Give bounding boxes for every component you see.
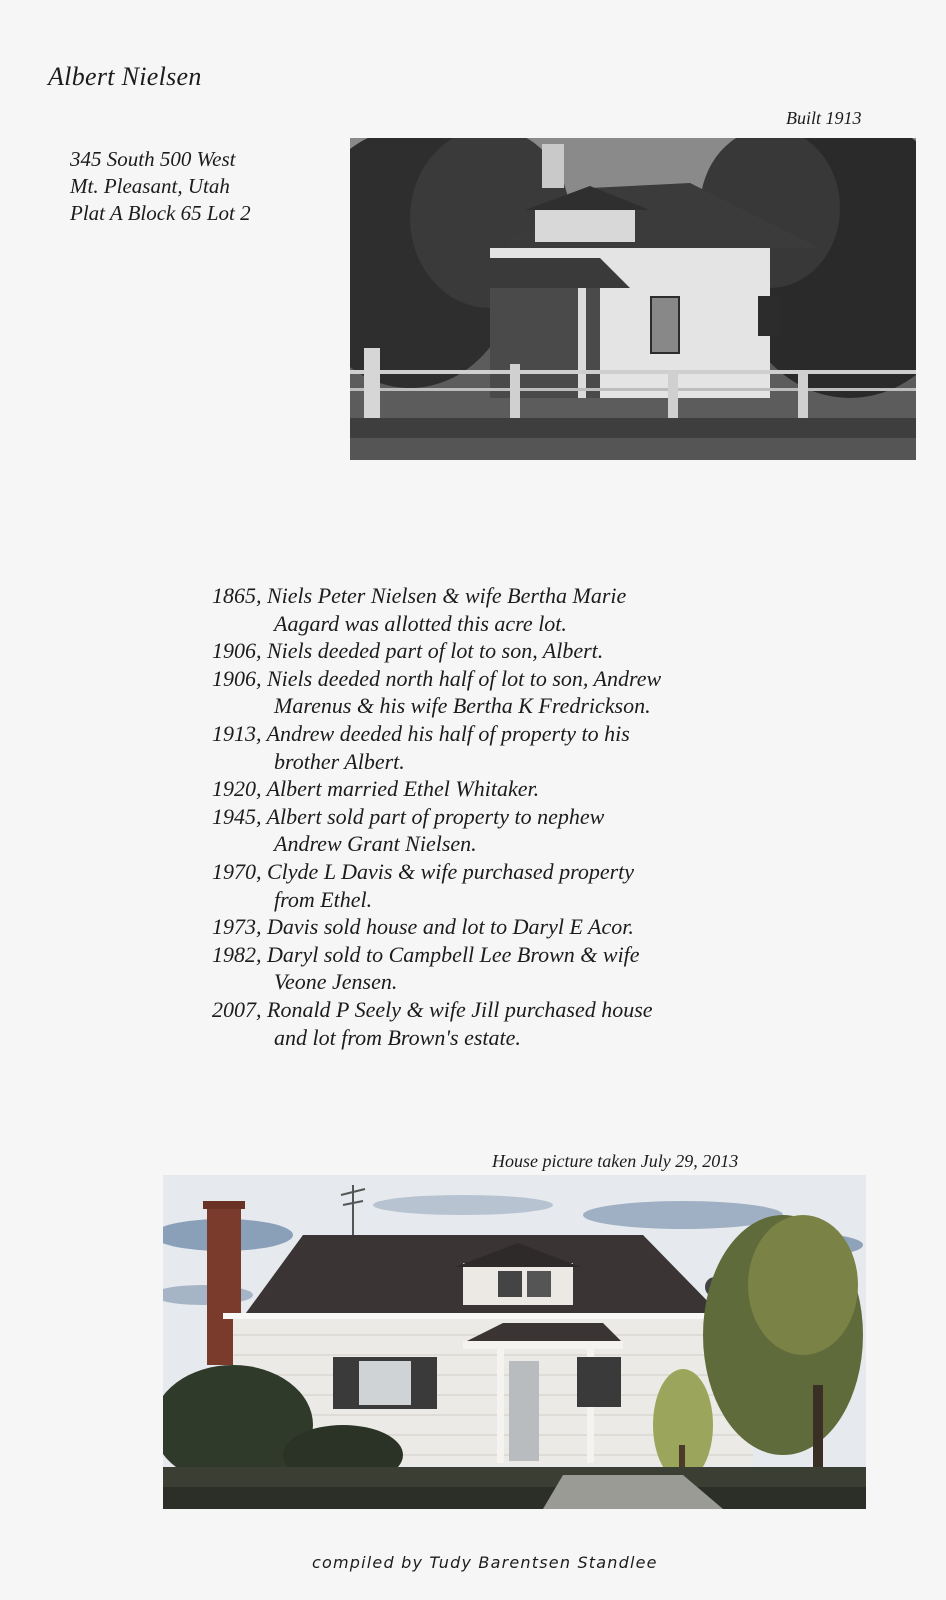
address-block — [70, 146, 251, 227]
historic-house-photo — [350, 138, 916, 460]
address-plat: Plat A Block 65 Lot 2 — [70, 201, 251, 225]
history-entry — [212, 637, 772, 665]
history-entry — [212, 720, 772, 775]
history-entry — [212, 582, 772, 637]
history-entry-text: 1920, Albert married Ethel Whitaker. — [212, 776, 540, 802]
history-entry-continuation: Marenus & his wife Bertha K Fredrickson. — [274, 693, 651, 719]
history-entry-text: 1973, Davis sold house and lot to Daryl E Acor. — [212, 914, 634, 940]
built-label: Built 1913 — [786, 108, 862, 128]
history-entry-continuation: Veone Jensen. — [274, 969, 398, 995]
history-entry-text: 1970, Clyde L Davis & wife purchased property — [212, 858, 635, 884]
history-entry — [212, 941, 772, 996]
history-entry — [212, 996, 772, 1051]
history-entry — [212, 775, 772, 803]
address-street: 345 South 500 West — [70, 147, 236, 171]
history-entry-continuation: Andrew Grant Nielsen. — [274, 831, 477, 857]
history-entry-text: 1906, Niels deeded part of lot to son, Albert. — [212, 638, 604, 664]
photo-caption: House picture taken July 29, 2013 — [492, 1151, 739, 1171]
history-entry-text: 1945, Albert sold part of property to nephew — [212, 803, 605, 829]
history-entry — [212, 913, 772, 941]
page-title: Albert Nielsen — [48, 62, 202, 91]
history-entry-continuation: brother Albert. — [274, 748, 405, 774]
modern-house-photo — [163, 1175, 866, 1509]
history-entry-text: 1906, Niels deeded north half of lot to son, Andrew — [212, 665, 662, 691]
history-entry-continuation: and lot from Brown's estate. — [274, 1024, 521, 1050]
history-entry-text: 2007, Ronald P Seely & wife Jill purchased house — [212, 996, 653, 1022]
history-entry-text: 1913, Andrew deeded his half of property to his — [212, 720, 630, 746]
history-entry-continuation: from Ethel. — [274, 886, 373, 912]
history-entry — [212, 665, 772, 720]
history-entry-text: 1865, Niels Peter Nielsen & wife Bertha Marie — [212, 583, 627, 608]
address-city: Mt. Pleasant, Utah — [70, 174, 230, 198]
modern-house-illustration — [163, 1175, 866, 1509]
history-entry — [212, 858, 772, 913]
compiler-credit: compiled by Tudy Barentsen Standlee — [312, 1553, 658, 1572]
history-entry-text: 1982, Daryl sold to Campbell Lee Brown & wife — [212, 941, 640, 967]
history-entry-continuation: Aagard was allotted this acre lot. — [274, 610, 567, 636]
ownership-history — [212, 582, 772, 1051]
historic-house-illustration — [350, 138, 916, 460]
history-entry — [212, 803, 772, 858]
